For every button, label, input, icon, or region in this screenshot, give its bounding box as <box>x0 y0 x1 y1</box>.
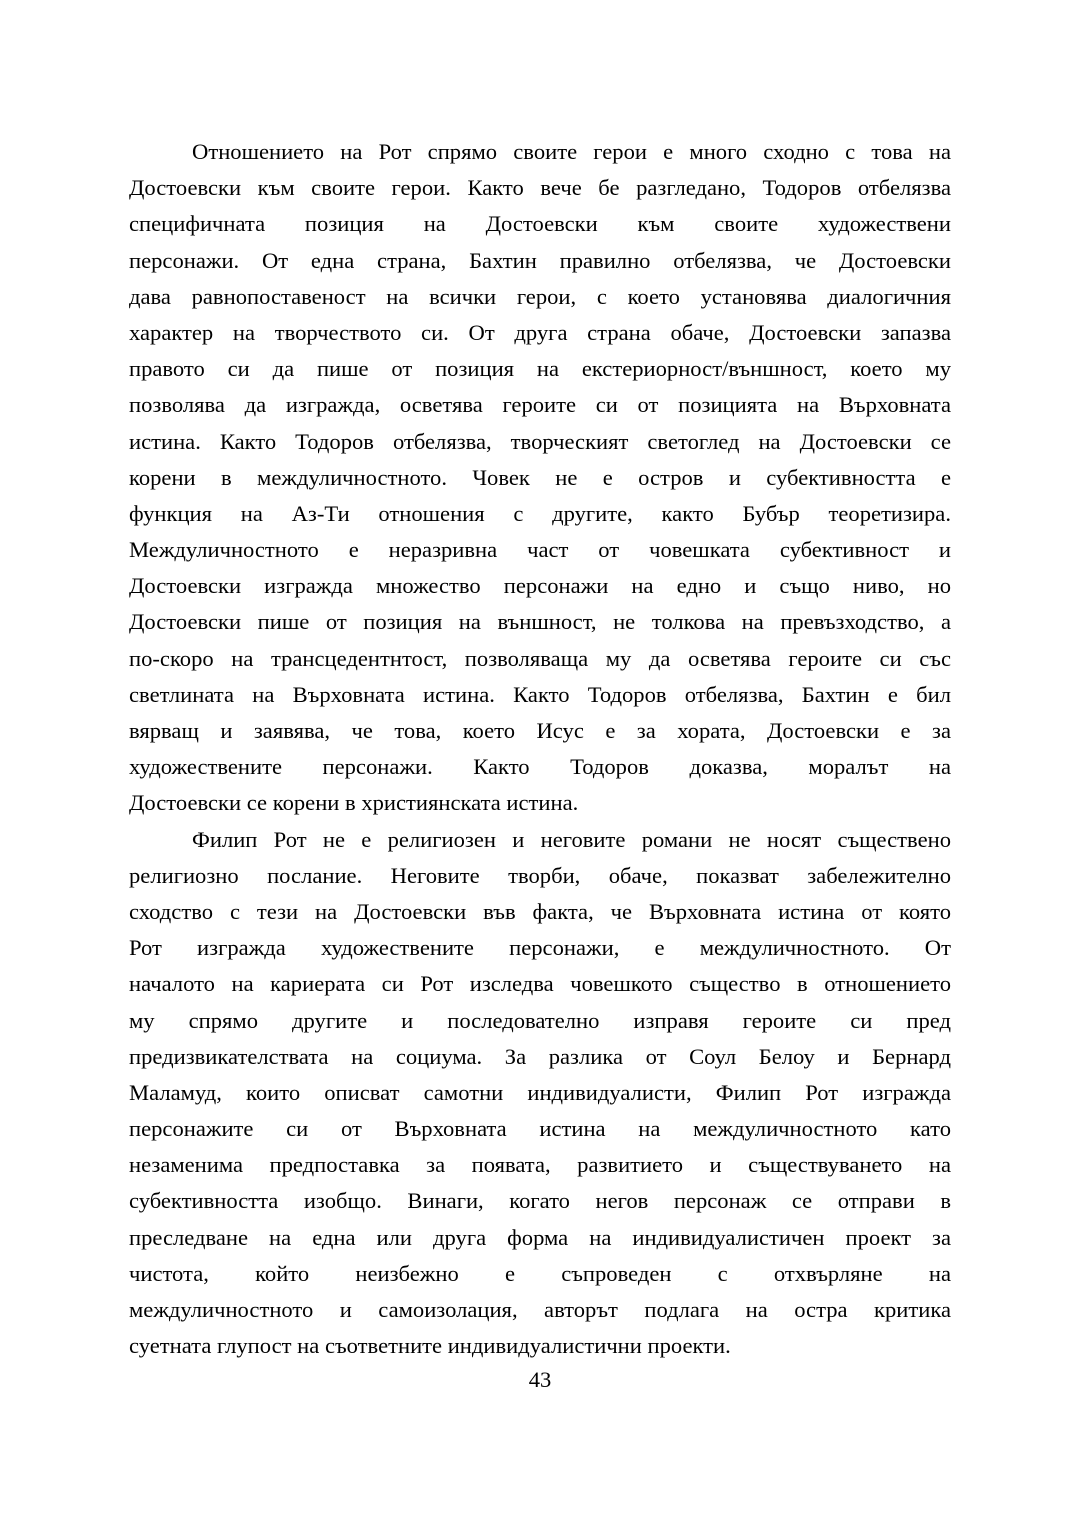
text-line: субективността изобщо. Винаги, когато негов персонаж се отправи в <box>129 1188 951 1214</box>
text-line: специфичната позиция на Достоевски към своите художествени <box>129 211 951 237</box>
text-line: Филип Рот не е религиозен и неговите романи не носят съществено <box>192 826 951 852</box>
text-line: незаменима предпоставка за появата, развитието и съществуването на <box>129 1152 951 1178</box>
text-line: сходство с тези на Достоевски във факта, че Върховната истина от която <box>129 898 951 924</box>
text-line: персонажите си от Върховната истина на междуличностното като <box>129 1116 951 1142</box>
body-text <box>129 134 951 1364</box>
text-line: характер на творчеството си. От друга страна обаче, Достоевски запазва <box>129 319 951 345</box>
text-line: Рот изгражда художествените персонажи, е междуличностното. От <box>129 935 951 961</box>
text-line: Маламуд, които описват самотни индивидуалисти, Филип Рот изгражда <box>129 1079 951 1105</box>
text-line: светлината на Върховната истина. Както Тодоров отбелязва, Бахтин е бил <box>129 681 951 707</box>
text-line: функция на Аз-Ти отношения с другите, както Бубър теоретизира. <box>129 500 951 526</box>
text-line: правото си да пише от позиция на екстериорност/външност, което му <box>129 356 951 382</box>
text-line: суетната глупост на съответните индивидуалистични проекти. <box>129 1333 731 1359</box>
text-line: художествените персонажи. Както Тодоров доказва, моралът на <box>129 754 951 780</box>
text-line: предизвикателствата на социума. За разлика от Соул Белоу и Бернард <box>129 1043 951 1069</box>
text-line: вярващ и заявява, че това, което Исус е за хората, Достоевски е за <box>129 718 951 743</box>
text-line: преследване на една или друга форма на индивидуалистичен проект за <box>129 1224 951 1250</box>
text-line: религиозно послание. Неговите творби, обаче, показват забележително <box>129 862 951 888</box>
paragraph-2 <box>129 822 951 1365</box>
text-line: Достоевски изгражда множество персонажи на едно и също ниво, но <box>129 573 951 599</box>
text-line: Отношението на Рот спрямо своите герои е много сходно с това на <box>192 139 951 164</box>
text-line: чистота, който неизбежно е съпроведен с отхвърляне на <box>129 1260 951 1286</box>
text-line: междуличностното и самоизолация, авторът подлага на остра критика <box>129 1297 951 1322</box>
text-line: Достоевски се корени в християнската истина. <box>129 790 579 816</box>
text-line: истина. Както Тодоров отбелязва, творческият светоглед на Достоевски се <box>129 428 951 454</box>
text-line: дава равнопоставеност на всички герои, с което установява диалогичния <box>129 283 951 309</box>
text-line: персонажи. От една страна, Бахтин правилно отбелязва, че Достоевски <box>129 247 951 273</box>
page-number: 43 <box>528 1367 552 1392</box>
text-line: корени в междуличностното. Човек не е остров и субективността е <box>129 464 951 490</box>
text-line: Междуличностното е неразривна част от човешката субективност и <box>129 537 951 563</box>
text-line: Достоевски към своите герои. Както вече бе разгледано, Тодоров отбелязва <box>129 175 951 201</box>
text-line: началото на кариерата си Рот изследва човешкото същество в отношението <box>129 971 951 997</box>
paragraph-1 <box>129 134 951 822</box>
text-line: позволява да изгражда, осветява героите си от позицията на Върховната <box>129 392 951 418</box>
text-line: по-скоро на трансцедентнтост, позволяваща му да осветява героите си със <box>129 645 951 671</box>
text-line: Достоевски пише от позиция на външност, не толкова на превъзходство, а <box>129 609 951 635</box>
text-line: му спрямо другите и последователно изправя героите си пред <box>129 1007 951 1033</box>
